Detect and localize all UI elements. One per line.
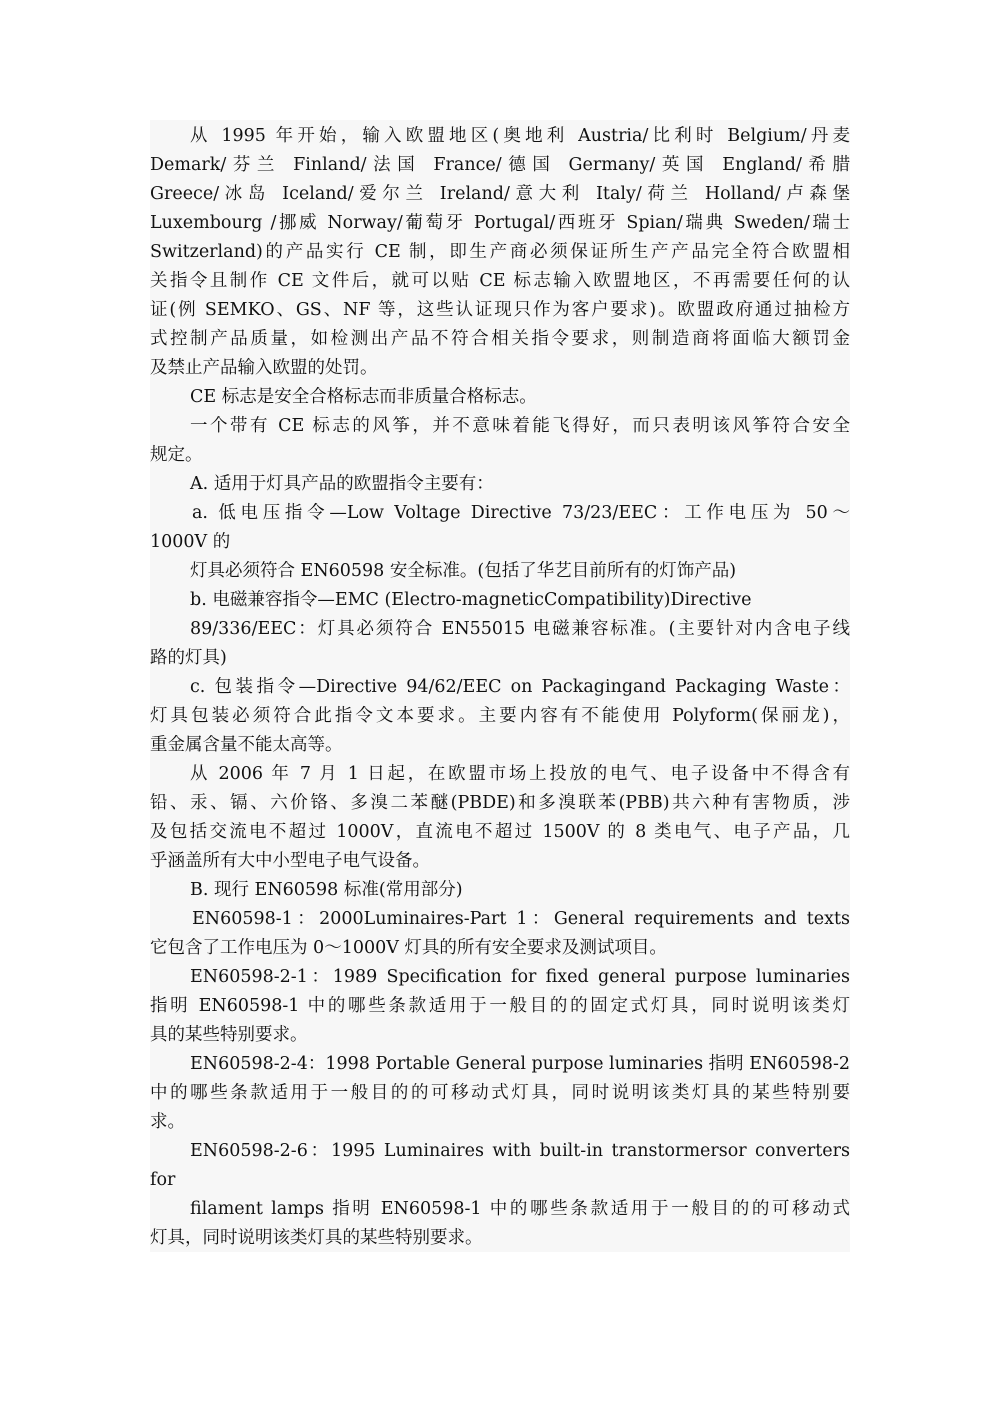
text-line: EN60598-1：2000Luminaires-Part 1：General requirements and texts (192, 909, 850, 929)
text-line: a. 低电压指令—Low Voltage Directive 73/23/EEC：工作电压为 50～ (192, 503, 850, 523)
text-line: 从 1995 年开始，输入欧盟地区(奥地利 Austria/比利时 Belgium/丹麦 (190, 126, 850, 146)
paragraph-directive-a (150, 499, 850, 557)
paragraph-ce-safety (150, 383, 850, 412)
text-line: 一个带有 CE 标志的风筝，并不意味着能飞得好，而只表明该风筝符合安全 (190, 416, 850, 436)
text-line: A. 适用于灯具产品的欧盟指令主要有： (190, 474, 494, 494)
paragraph-directive-c (150, 673, 850, 760)
text-line: 具的某些特别要求。 (150, 1025, 308, 1045)
text-line: c. 包装指令—Directive 94/62/EEC on Packagingand Packaging Waste： (190, 677, 850, 697)
paragraph-en60598-2-6 (150, 1137, 850, 1195)
text-line: b. 电磁兼容指令—EMC (Electro-magneticCompatibility)Directive (190, 590, 752, 610)
text-line: 从 2006 年 7 月 1 日起，在欧盟市场上投放的电气、电子设备中不得含有 (190, 764, 850, 784)
text-line: Demark/芬兰 Finland/法国 France/德国 Germany/英国 England/希腊 (150, 155, 850, 175)
paragraph-en60598-2-1 (150, 963, 850, 1050)
text-line: 89/336/EEC：灯具必须符合 EN55015 电磁兼容标准。(主要针对内含电子线 (190, 619, 850, 639)
text-line: 指明 EN60598-1 中的哪些条款适用于一般目的的固定式灯具，同时说明该类灯 (150, 996, 850, 1016)
text-line: Luxembourg /挪威 Norway/葡萄牙 Portugal/西班牙 Spian/瑞典 Sweden/瑞士 (150, 213, 850, 233)
text-line: 求。 (150, 1112, 185, 1132)
text-line: 关指令且制作 CE 文件后，就可以贴 CE 标志输入欧盟地区，不再需要任何的认 (150, 271, 850, 291)
text-line: 路的灯具) (150, 648, 227, 668)
text-line: 乎涵盖所有大中小型电子电气设备。 (150, 851, 430, 871)
paragraph-rohs (150, 760, 850, 876)
text-line: Greece/冰岛 Iceland/爱尔兰 Ireland/意大利 Italy/荷兰 Holland/卢森堡 (150, 184, 850, 204)
text-line: 及禁止产品输入欧盟的处罚。 (150, 358, 378, 378)
text-line: for (150, 1170, 176, 1190)
text-line: filament lamps 指明 EN60598-1 中的哪些条款适用于一般目的的可移动式 (190, 1199, 850, 1219)
text-line: Switzerland)的产品实行 CE 制，即生产商必须保证所生产产品完全符合欧盟相 (150, 242, 850, 262)
text-line: 铅、汞、镉、六价铬、多溴二苯醚(PBDE)和多溴联苯(PBB)共六种有害物质，涉 (150, 793, 850, 813)
paragraph-kite (150, 412, 850, 470)
text-line: 证(例 SEMKO、GS、NF 等，这些认证现只作为客户要求)。欧盟政府通过抽检方 (150, 300, 850, 320)
paragraph-directive-a-cont (150, 557, 850, 586)
heading-section-a (150, 470, 850, 499)
text-line: 重金属含量不能太高等。 (150, 735, 343, 755)
paragraph-directive-b (150, 586, 850, 673)
text-line: EN60598-2-1：1989 Specification for fixed general purpose luminaries (190, 967, 850, 987)
paragraph-en60598-1 (150, 905, 850, 963)
text-line: 规定。 (150, 445, 203, 465)
text-line: B. 现行 EN60598 标准(常用部分) (190, 880, 463, 900)
text-line: 1000V 的 (150, 532, 231, 552)
text-line: EN60598-2-6：1995 Luminaires with built-in transtormersor converters (190, 1141, 850, 1161)
heading-section-b (150, 876, 850, 905)
text-line: 它包含了工作电压为 0～1000V 灯具的所有安全要求及测试项目。 (150, 938, 667, 958)
text-line: 灯具必须符合 EN60598 安全标准。(包括了华艺目前所有的灯饰产品) (190, 561, 737, 581)
text-line: CE 标志是安全合格标志而非质量合格标志。 (190, 387, 537, 407)
text-line: 式控制产品质量，如检测出产品不符合相关指令要求，则制造商将面临大额罚金 (150, 329, 850, 349)
text-line: 中的哪些条款适用于一般目的的可移动式灯具，同时说明该类灯具的某些特别要 (150, 1083, 850, 1103)
paragraph-intro (150, 122, 850, 383)
text-line: 及包括交流电不超过 1000V，直流电不超过 1500V 的 8 类电气、电子产品，几 (150, 822, 850, 842)
document-body (150, 120, 850, 1252)
paragraph-en60598-2-6-cont (150, 1195, 850, 1253)
text-line: EN60598-2-4：1998 Portable General purpose luminaries 指明 EN60598-2 (190, 1054, 850, 1074)
paragraph-en60598-2-4 (150, 1050, 850, 1137)
text-line: 灯具，同时说明该类灯具的某些特别要求。 (150, 1228, 483, 1248)
text-line: 灯具包装必须符合此指令文本要求。主要内容有不能使用 Polyform(保丽龙)， (150, 706, 850, 726)
